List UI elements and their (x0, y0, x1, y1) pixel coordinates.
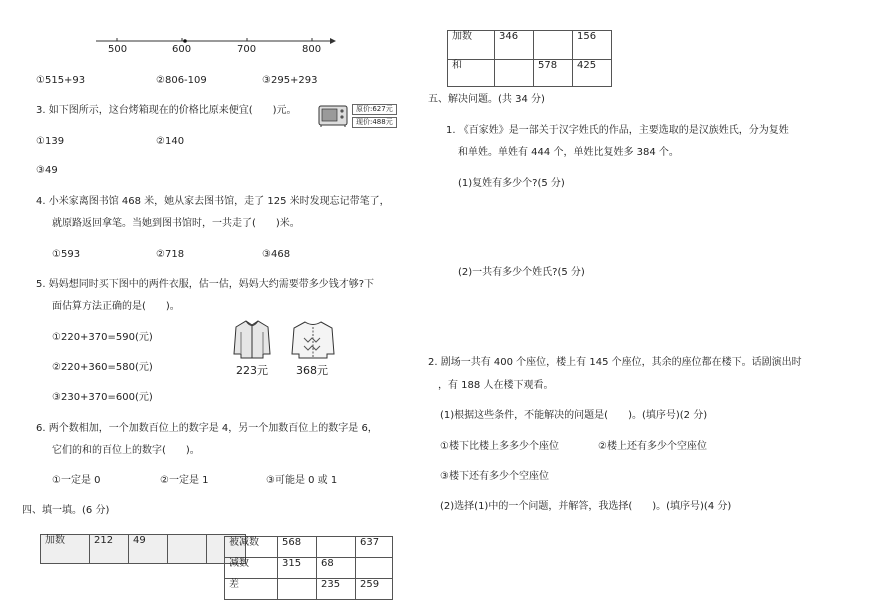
table-cell: 减数 (225, 558, 278, 579)
problem-2-option-3[interactable]: ③楼下还有多少个空座位 (440, 471, 549, 482)
section-4-title: 四、填一填。(6 分) (22, 505, 110, 516)
problem-1-sub2: (2)一共有多少个姓氏?(5 分) (458, 267, 585, 278)
table-cell[interactable]: 425 (573, 60, 612, 87)
number-line-tick-label: 700 (237, 44, 257, 55)
q3-stem: 3. 如下图所示，这台烤箱现在的价格比原来便宜( )元。 (36, 105, 297, 116)
table-row (225, 558, 393, 579)
table-cell[interactable]: 235 (317, 579, 356, 600)
table-row (448, 60, 612, 87)
q5-option-3[interactable]: ③230+370=600(元) (52, 392, 153, 403)
problem-2-sub2: (2)选择(1)中的一个问题，并解答，我选择( )。(填序号)(4 分) (440, 501, 732, 512)
problem-1-line2: 和单姓。单姓有 444 个，单姓比复姓多 384 个。 (458, 147, 679, 158)
q5-option-1[interactable]: ①220+370=590(元) (52, 332, 153, 343)
table-cell[interactable] (356, 558, 393, 579)
q2-option-3[interactable]: ③295+293 (262, 75, 318, 86)
problem-1-sub1: (1)复姓有多少个?(5 分) (458, 178, 565, 189)
table-cell[interactable]: 637 (356, 537, 393, 558)
table-cell[interactable]: 156 (573, 31, 612, 60)
addition-table-1 (40, 534, 246, 564)
table-row (225, 537, 393, 558)
table-cell[interactable]: 315 (278, 558, 317, 579)
problem-2-line2: ，有 188 人在楼下观看。 (438, 380, 554, 391)
q6-stem-line1: 6. 两个数相加，一个加数百位上的数字是 4，另一个加数百位上的数字是 6， (36, 423, 378, 434)
number-line-tick-label: 600 (172, 44, 192, 55)
table-cell[interactable] (534, 31, 573, 60)
q6-option-2[interactable]: ②一定是 1 (160, 475, 209, 486)
table-cell: 和 (448, 60, 495, 87)
q5-option-2[interactable]: ②220+360=580(元) (52, 362, 153, 373)
sweater-price: 368元 (296, 364, 328, 377)
q5-stem-line2: 面估算方法正确的是( )。 (52, 301, 180, 312)
oven-image (318, 104, 348, 127)
q4-stem-line2: 就原路返回拿笔。当她到图书馆时，一共走了( )米。 (52, 218, 300, 229)
q6-option-1[interactable]: ①一定是 0 (52, 475, 101, 486)
q3-option-1[interactable]: ①139 (36, 136, 65, 147)
q3-option-2[interactable]: ②140 (156, 136, 185, 147)
jacket-image (232, 318, 272, 360)
table-cell[interactable] (168, 535, 207, 564)
table-cell[interactable]: 212 (90, 535, 129, 564)
original-price-tag: 原价:627元 (352, 104, 397, 115)
problem-2-sub1: (1)根据这些条件，不能解决的问题是( )。(填序号)(2 分) (440, 410, 708, 421)
table-cell: 差 (225, 579, 278, 600)
number-line-tick-label: 500 (108, 44, 128, 55)
table-cell[interactable] (317, 537, 356, 558)
q6-option-3[interactable]: ③可能是 0 或 1 (266, 475, 338, 486)
table-cell[interactable]: 568 (278, 537, 317, 558)
table-cell[interactable] (495, 60, 534, 87)
q2-option-1[interactable]: ①515+93 (36, 75, 86, 86)
q6-stem-line2: 它们的和的百位上的数字( )。 (52, 445, 200, 456)
q2-option-2[interactable]: ②806-109 (156, 75, 207, 86)
table-cell: 加数 (448, 31, 495, 60)
jacket-price: 223元 (236, 364, 268, 377)
q4-option-2[interactable]: ②718 (156, 249, 185, 260)
q4-option-3[interactable]: ③468 (262, 249, 291, 260)
sweater-icon (290, 318, 336, 360)
table-cell[interactable] (278, 579, 317, 600)
number-line-tick-label: 800 (302, 44, 322, 55)
table-cell: 被减数 (225, 537, 278, 558)
problem-2-option-2[interactable]: ②楼上还有多少个空座位 (598, 441, 707, 452)
table-row (225, 579, 393, 600)
problem-1-line1: 1. 《百家姓》是一部关于汉字姓氏的作品，主要选取的是汉族姓氏，分为复姓 (446, 125, 789, 136)
table-cell[interactable]: 259 (356, 579, 393, 600)
q4-option-1[interactable]: ①593 (52, 249, 81, 260)
table-cell: 加数 (41, 535, 90, 564)
problem-2-line1: 2. 剧场一共有 400 个座位，楼上有 145 个座位，其余的座位都在楼下。话剧演出时 (428, 357, 802, 368)
table-cell[interactable]: 49 (129, 535, 168, 564)
table-row (448, 31, 612, 60)
subtraction-table (224, 536, 393, 600)
problem-2-option-1[interactable]: ①楼下比楼上多多少个座位 (440, 441, 559, 452)
q4-stem-line1: 4. 小米家离图书馆 468 米，她从家去图书馆，走了 125 米时发现忘记带笔了， (36, 196, 390, 207)
section-5-title: 五、解决问题。(共 34 分) (428, 94, 545, 105)
table-cell[interactable]: 68 (317, 558, 356, 579)
current-price-tag: 现价:488元 (352, 117, 397, 128)
jacket-icon (232, 318, 272, 360)
q5-stem-line1: 5. 妈妈想同时买下图中的两件衣服，估一估，妈妈大约需要带多少钱才够?下 (36, 279, 375, 290)
q3-option-3[interactable]: ③49 (36, 165, 58, 176)
table-cell[interactable]: 578 (534, 60, 573, 87)
table-cell[interactable]: 346 (495, 31, 534, 60)
sweater-image (290, 318, 336, 360)
addition-table-2 (447, 30, 612, 87)
table-row (41, 535, 246, 564)
number-line-point (183, 39, 187, 43)
oven-icon (318, 104, 348, 127)
